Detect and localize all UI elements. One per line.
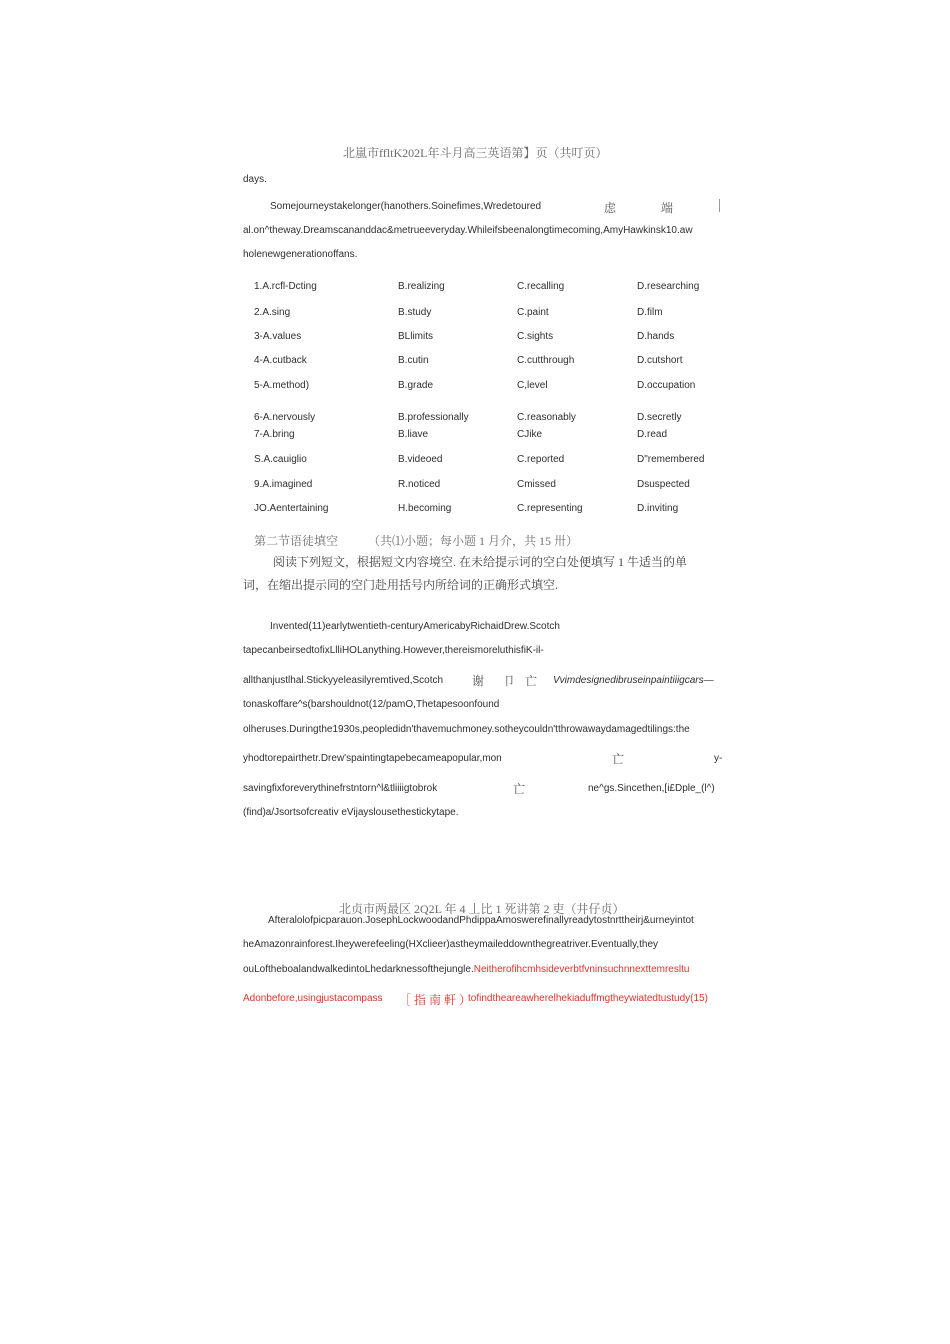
vertical-bar (719, 199, 720, 212)
option-a: 7-A.bring (254, 429, 295, 440)
passage-line: (find)a/Jsortsofcreativ eVijayslousethestickytape. (243, 807, 459, 818)
cjk-fragment: 亡 (513, 782, 526, 796)
option-a: JO.Aentertaining (254, 503, 329, 514)
instruction-line: 词，在缩出提示同的空门赴用括号内所给词的正确形式填空. (243, 578, 559, 592)
highlighted-text: tofindtheareawherelhekiaduffmgtheywiatedtustudy(15) (468, 993, 708, 1004)
section-title: 第二节语徒填空 (254, 534, 339, 548)
option-d: D.inviting (637, 503, 679, 514)
option-c: C.cutthrough (517, 355, 575, 366)
passage-line (243, 964, 689, 975)
option-c: C.sights (517, 331, 554, 342)
option-a: 4-A.cutback (254, 355, 307, 366)
instruction-line: 阅读下列短文，根据短文内容境空. 在未给提示诃的空白处便填写 1 牛适当的单 (273, 555, 688, 569)
text-line: al.on^theway.Dreamscananddac&metrueeveryday.Whileifsbeenalongtimecoming,AmyHawkinsk10.aw (243, 225, 693, 236)
text-line: Somejourneystakelonger(hanothers.Soinefimes,Wredetoured (270, 201, 542, 212)
option-a: 5-A.method) (254, 380, 310, 391)
option-d: D.cutshort (637, 355, 683, 366)
cjk-fragment: 端 (661, 201, 674, 215)
cjk-fragment: 谢 (472, 674, 485, 688)
passage-line: Vvimdesignedibruseinpaintiiigcars— (553, 675, 714, 686)
highlighted-text: Adonbefore,usingjustacompass (243, 993, 383, 1004)
passage-line: olheruses.Duringthe1930s,peopledidn'thavemuchmoney.sotheycouldn'tthrowawaydamagedtilings:the (243, 724, 690, 735)
option-b: B.realizing (398, 281, 445, 292)
text-line: holenewgenerationoffans. (243, 249, 358, 260)
option-c: C.reasonably (517, 412, 576, 423)
option-c: C.representing (517, 503, 583, 514)
option-a: S.A.cauiglio (254, 454, 307, 465)
cjk-fragment: 亡 (612, 752, 625, 766)
option-c: C,level (517, 380, 548, 391)
passage-line: tapecanbeirsedtofixLlliHOLanything.However,thereismoreluthisfiK-il- (243, 645, 544, 656)
passage-line: y- (714, 753, 723, 764)
option-b: BLlimits (398, 331, 434, 342)
option-b: B.cutin (398, 355, 429, 366)
cjk-fragment: 亡 (525, 674, 538, 688)
option-a: 2.A.sing (254, 307, 291, 318)
passage-line: allthanjustlhal.Stickyyeleasilyremtived,Scotch (243, 675, 444, 686)
cjk-fragment: 虑 (604, 201, 617, 215)
section-note: （共⑴小题；每小题 1 月介，共 15 卅） (368, 534, 579, 548)
page-header: 北贞市两最区 2Q2L 年 4 丄比 1 死讲第 2 吏（井仔贞） (339, 902, 625, 916)
option-c: C.paint (517, 307, 549, 318)
passage-line: yhodtorepairthetr.Drew'spaintingtapebecameapopular,mon (243, 753, 502, 764)
option-a: 9.A.imagined (254, 479, 313, 490)
passage-line: Afteralolofpicparauon.JosephLockwoodandPhdippaAmoswerefinallyreadytostnrttheirj&urneyintot (268, 915, 694, 926)
option-d: D.occupation (637, 380, 696, 391)
option-a: 1.A.rcfl-Dcting (254, 281, 317, 292)
passage-line: tonaskoffare^s(barshouldnot(12/pamO,Thetapesoonfound (243, 699, 500, 710)
cjk-fragment: 卩 (503, 674, 516, 688)
option-c: C.reported (517, 454, 565, 465)
option-d: D.film (637, 307, 663, 318)
highlighted-cjk: ［指南軒） (399, 993, 475, 1007)
option-d: Dsuspected (637, 479, 690, 490)
option-b: B.grade (398, 380, 434, 391)
option-d: D"remembered (637, 454, 705, 465)
text-line: days. (243, 174, 267, 185)
option-c: C.recalling (517, 281, 565, 292)
option-c: Cmissed (517, 479, 556, 490)
passage-text: ouLoftheboalandwalkedintoLhedarknessofthejungle. (243, 964, 474, 975)
passage-line: ne^gs.Sincethen,[i£Dple_(l^) (588, 783, 715, 794)
option-d: D.hands (637, 331, 675, 342)
option-d: D.read (637, 429, 668, 440)
option-b: B.liave (398, 429, 429, 440)
passage-line: savingfixforeverythinefrstntorn^l&tliiiigtobrok (243, 783, 438, 794)
passage-line: Invented(11)earlytwentieth-centuryAmericabyRichaidDrew.Scotch (270, 621, 560, 632)
option-b: R.noticed (398, 479, 441, 490)
option-a: 3-A.values (254, 331, 302, 342)
option-d: D.secretly (637, 412, 682, 423)
option-d: D.researching (637, 281, 700, 292)
option-b: B.study (398, 307, 432, 318)
page-header: 北嵐市ffltK202L年斗月高三英语第】页（共叮页） (343, 146, 608, 160)
highlighted-text: Neitherofihcmhsideverbtfvninsuchnnexttemresltu (473, 964, 690, 975)
option-b: B.professionally (398, 412, 469, 423)
option-b: B.videoed (398, 454, 443, 465)
passage-line: heAmazonrainforest.Iheywerefeeling(HXclieer)astheymaileddownthegreatriver.Eventually,they (243, 939, 659, 950)
option-a: 6-A.nervously (254, 412, 316, 423)
option-b: H.becoming (398, 503, 452, 514)
option-c: CJike (517, 429, 543, 440)
